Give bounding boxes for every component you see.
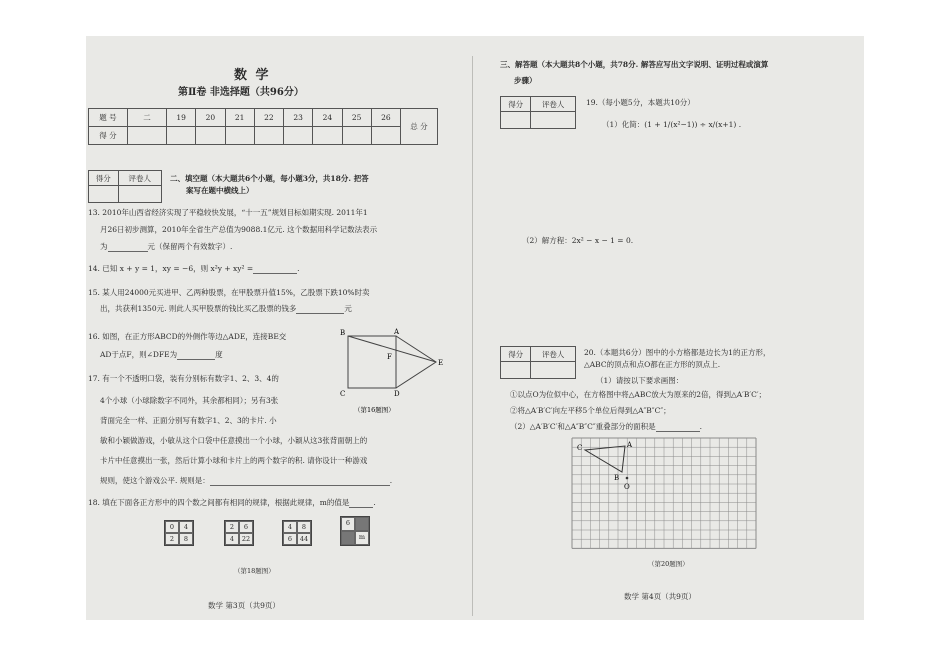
score-cell[interactable]	[196, 127, 225, 145]
q17-answer-blank[interactable]	[210, 476, 390, 486]
q17-line6: 规则，使这个游戏公平. 规则是： .	[100, 476, 393, 485]
score-cell[interactable]	[128, 127, 167, 145]
q13-line1: 13. 2010年山西省经济实现了平稳较快发展，“十一五”规划目标如期实现. 2011年1	[88, 208, 368, 217]
q18-square-4	[340, 516, 370, 546]
q13-answer-blank[interactable]	[108, 242, 148, 252]
grader-name-cell[interactable]	[531, 362, 576, 379]
q18-square-1	[164, 520, 194, 546]
q15-text: 出，共获利1350元. 则此人买甲股票的钱比买乙股票的钱多	[100, 304, 297, 313]
grader-score-label: 得分	[501, 97, 531, 112]
q16-line-be	[348, 336, 436, 362]
q16-answer-blank[interactable]	[177, 350, 215, 360]
q18-cell: 4	[283, 521, 297, 533]
q13-line3	[100, 242, 232, 252]
q20-label-b: B	[614, 474, 620, 482]
q15-line1: 15. 某人用24000元买进甲、乙两种股票，在甲股票升值15%，乙股票下跌10%时卖	[88, 288, 370, 297]
page-fold-line	[472, 56, 473, 616]
q16-label-b: B	[340, 329, 346, 337]
q16-line1: 16. 如图，在正方形ABCD的外侧作等边△ADE，连接BE交	[88, 332, 287, 341]
q13-line2: 月26日初步测算，2010年全省生产总值为9088.1亿元. 这个数据用科学记数法表示	[100, 225, 378, 234]
q20-label-a: A	[627, 441, 633, 449]
q18-square-3	[282, 520, 312, 546]
q19-part1: （1）化简：(1 + 1/(x²−1)) ÷ x/(x+1) .	[602, 120, 742, 129]
grader-name-cell[interactable]	[118, 186, 161, 203]
q18-cell: 22	[239, 533, 253, 545]
page-title: 数 学	[234, 68, 271, 83]
q18-cell: 44	[297, 533, 311, 545]
grader-name-label: 评卷人	[118, 171, 161, 186]
score-table-col: 24	[313, 109, 342, 127]
q15-line2	[100, 304, 352, 314]
q18-answer-blank[interactable]	[349, 498, 373, 508]
q20-line1: 20.（本题共6分）图中的小方格都是边长为1的正方形，	[584, 348, 771, 357]
score-table	[88, 108, 438, 145]
grader-name-cell[interactable]	[531, 112, 576, 129]
q20-line6	[510, 422, 702, 432]
q18-cell: 2	[165, 533, 179, 545]
q16-label-f: F	[387, 353, 392, 361]
grader-score-cell[interactable]	[501, 112, 531, 129]
page-4	[478, 36, 864, 620]
page-footer: 数学 第3页（共9页）	[208, 601, 280, 610]
q18-cell: 8	[297, 521, 311, 533]
q20-line4: ①以点O为位似中心，在方格图中将△ABC放大为原来的2倍，得到△A′B′C′；	[510, 390, 767, 399]
q18-cell: 2	[225, 521, 239, 533]
q16-figure	[338, 326, 448, 416]
score-cell[interactable]	[284, 127, 313, 145]
grader-box	[500, 346, 576, 379]
q20-grid-figure[interactable]	[570, 436, 760, 554]
score-cell[interactable]	[225, 127, 254, 145]
q16-label-c: C	[340, 390, 346, 398]
q18-cell: 4	[179, 521, 193, 533]
q18-square-2	[224, 520, 254, 546]
q17-line3: 背面完全一样、正面分别写有数字1、2、3的卡片. 小	[100, 416, 277, 425]
q18-line1: 18. 填在下面各正方形中的四个数之间都有相同的规律，根据此规律，m的值是 .	[88, 498, 376, 507]
q16-label-e: E	[438, 359, 444, 367]
exam-sheet	[86, 36, 864, 620]
q13-prefix: 为	[100, 242, 108, 251]
score-table-col: 23	[284, 109, 313, 127]
grader-box	[88, 170, 162, 203]
q18-cell: 4	[225, 533, 239, 545]
score-table-col: 二	[128, 109, 167, 127]
q16-text: AD于点F，则∠DFE为	[100, 350, 178, 359]
q18-text: 18. 填在下面各正方形中的四个数之间都有相同的规律，根据此规律，m的值是	[88, 498, 350, 507]
grader-score-label: 得分	[501, 347, 531, 362]
q20-answer-blank[interactable]	[656, 422, 703, 432]
q20-caption: （第20题图）	[648, 560, 689, 568]
q20-triangle-abc	[585, 446, 625, 472]
q16-unit: 度	[215, 350, 223, 359]
section-three-heading: 三、解答题（本大题共8个小题，共78分. 解答应写出文字说明、证明过程或演算	[500, 60, 769, 69]
q17-line2: 4个小球（小球除数字不同外，其余都相同）；另有3张	[100, 396, 279, 405]
q18-cell: 6	[283, 533, 297, 545]
score-table-row-label: 得 分	[89, 127, 128, 145]
q20-period: .	[699, 422, 703, 431]
q18-cell: 8	[179, 533, 193, 545]
score-table-col: 26	[371, 109, 400, 127]
grader-name-label: 评卷人	[531, 347, 576, 362]
q16-line2	[100, 350, 223, 360]
q18-cell-m: m	[355, 531, 369, 545]
q19-part2: （2）解方程：2x² − x − 1 = 0.	[522, 236, 634, 245]
grader-box	[500, 96, 576, 129]
score-cell[interactable]	[342, 127, 371, 145]
grader-name-label: 评卷人	[531, 97, 576, 112]
q20-square-grid	[572, 438, 756, 548]
q14: 14. 已知 x + y = 1，xy = −6，则 x²y + xy² = .	[88, 264, 300, 273]
q13-suffix: 元（保留两个有效数字）.	[147, 242, 233, 251]
score-table-col: 19	[167, 109, 196, 127]
grader-score-cell[interactable]	[501, 362, 531, 379]
q20-line3: （1）请按以下要求画图：	[596, 376, 684, 385]
part-two-subtitle: 第Ⅱ卷 非选择题（共96分）	[178, 87, 304, 98]
q17-line5: 卡片中任意摸出一张，然后计算小球和卡片上的两个数字的积. 请你设计一种游戏	[100, 456, 368, 465]
q15-unit: 元	[344, 304, 352, 313]
score-table-col: 25	[342, 109, 371, 127]
q20-line5: ②将△A′B′C′向左平移5个单位后得到△A″B″C″；	[510, 406, 671, 415]
q14-text: 14. 已知 x + y = 1，xy = −6，则 x²y + xy² =	[88, 264, 254, 273]
q17-text: 规则，使这个游戏公平. 规则是：	[100, 476, 210, 485]
grader-score-cell[interactable]	[89, 186, 119, 203]
q16-square-abcd	[348, 336, 396, 388]
q16-label-a: A	[394, 328, 400, 336]
q17-line4: 敏和小颖做游戏，小敏从这个口袋中任意摸出一个小球，小颖从这3张背面朝上的	[100, 436, 368, 445]
score-table-total: 总 分	[401, 109, 438, 145]
q19-heading: 19.（每小题5分，本题共10分）	[586, 98, 695, 107]
q18-cell-shaded	[341, 531, 355, 545]
score-table-col: 20	[196, 109, 225, 127]
q20-label-o: O	[624, 483, 630, 491]
q18-caption: （第18题图）	[234, 567, 275, 575]
page-3	[86, 36, 468, 620]
q16-label-d: D	[394, 390, 400, 398]
q16-caption: （第16题图）	[354, 406, 395, 414]
score-cell[interactable]	[254, 127, 283, 145]
q20-point-o	[626, 477, 629, 480]
score-table-col: 21	[225, 109, 254, 127]
section-two-heading: 二、填空题（本大题共6个小题，每小题3分，共18分. 把答	[170, 174, 369, 183]
q17-line1: 17. 有一个不透明口袋，装有分别标有数字1、2、3、4的	[88, 374, 279, 383]
score-table-col: 22	[254, 109, 283, 127]
q18-cell-shaded	[355, 517, 369, 531]
grader-score-label: 得分	[89, 171, 119, 186]
score-cell[interactable]	[167, 127, 196, 145]
q18-cell: 0	[165, 521, 179, 533]
section-three-heading-cont: 步骤）	[514, 76, 537, 85]
q20-part2-text: （2）△A′B′C′和△A″B″C″重叠部分的面积是	[510, 422, 656, 431]
q16-triangle-ade	[396, 336, 436, 388]
score-cell[interactable]	[371, 127, 400, 145]
q18-cell: 6	[239, 521, 253, 533]
page-footer: 数学 第4页（共9页）	[624, 592, 696, 601]
q18-cell: 6	[341, 517, 355, 531]
q20-line2: △ABC的顶点和点O都在正方形的顶点上.	[584, 360, 721, 369]
score-cell[interactable]	[313, 127, 342, 145]
q20-label-c: C	[577, 444, 583, 452]
q14-answer-blank[interactable]	[253, 264, 297, 274]
score-table-row-label: 题 号	[89, 109, 128, 127]
q15-answer-blank[interactable]	[296, 304, 344, 314]
section-two-heading-cont: 案写在题中横线上）	[186, 186, 254, 195]
